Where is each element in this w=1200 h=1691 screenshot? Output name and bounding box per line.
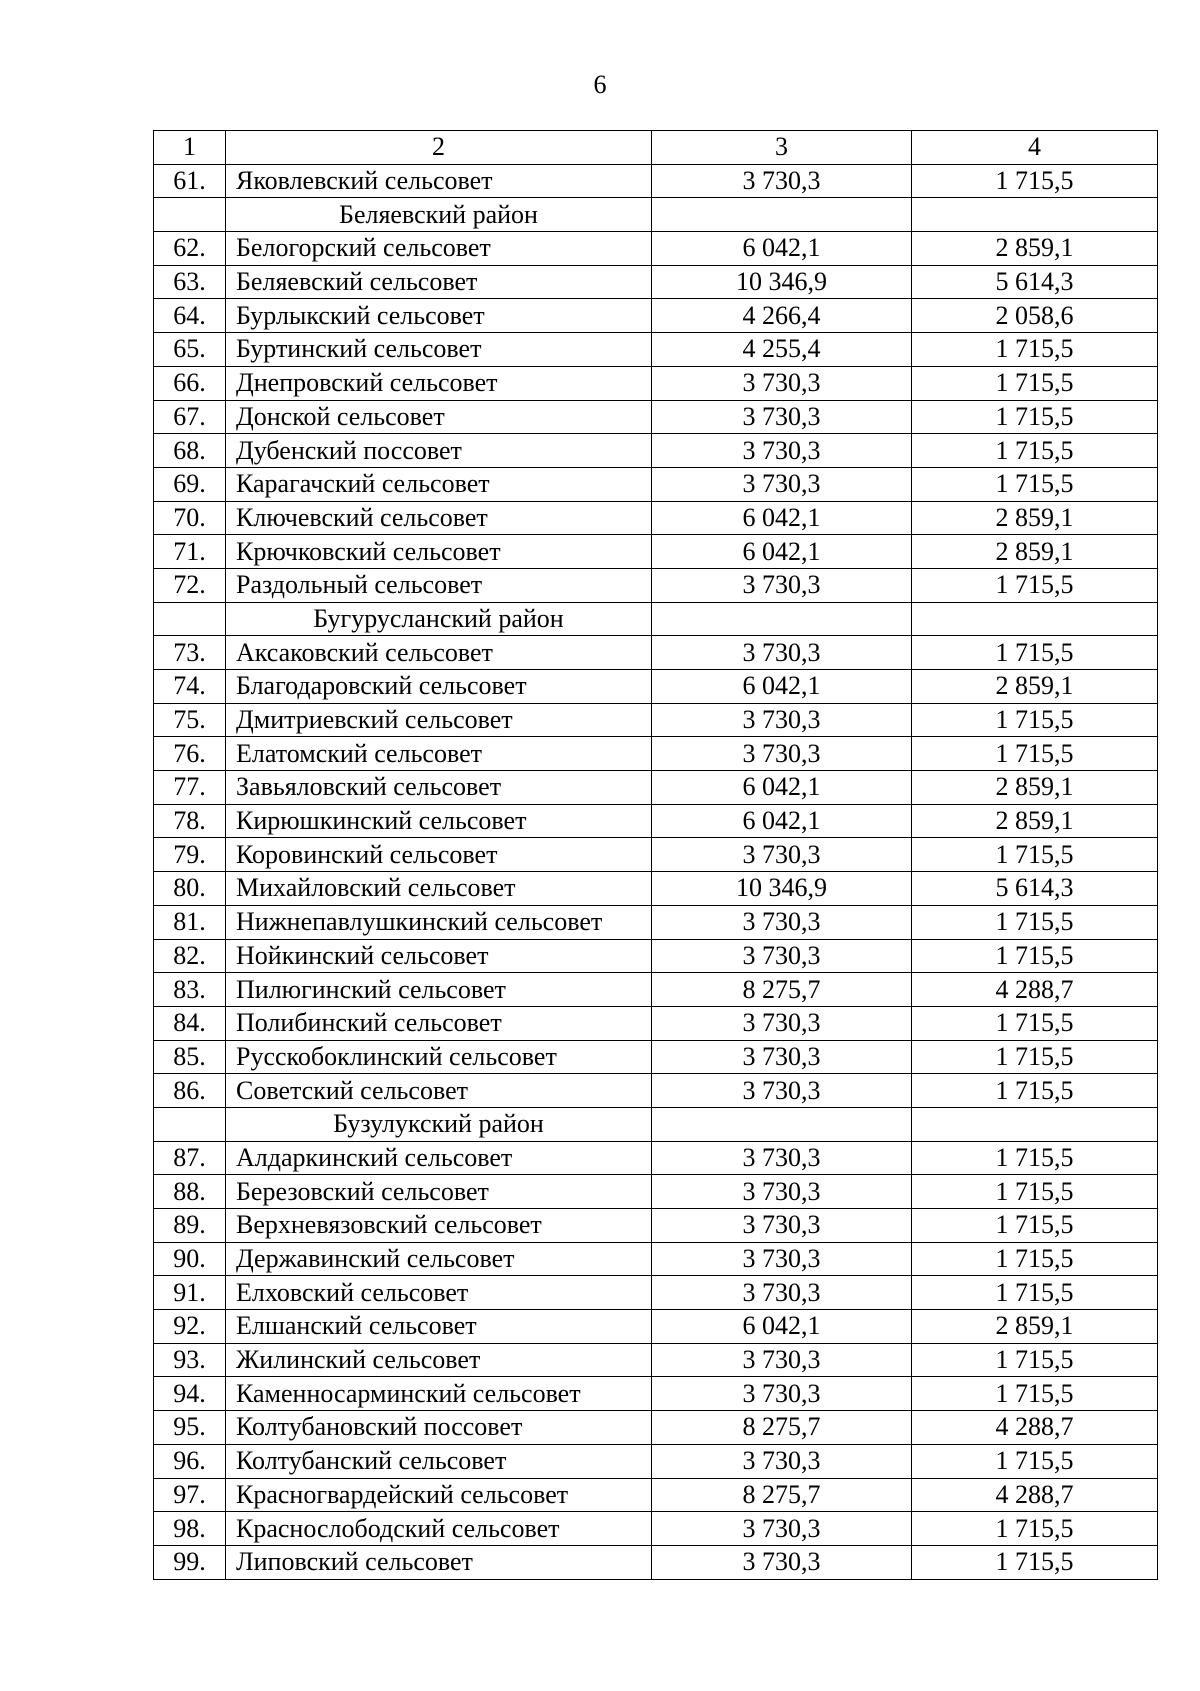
- table-row: [154, 333, 1158, 367]
- value-cell-4: 1 715,5: [912, 568, 1158, 602]
- row-name-cell: Раздольный сельсовет: [226, 568, 652, 602]
- row-name-cell: Коровинский сельсовет: [226, 838, 652, 872]
- value-cell-4: 1 715,5: [912, 1141, 1158, 1175]
- value-cell-4: 1 715,5: [912, 838, 1158, 872]
- value-cell-3: 3 730,3: [652, 703, 912, 737]
- table-row: [154, 1512, 1158, 1546]
- value-cell-3: 3 730,3: [652, 939, 912, 973]
- row-number-cell: 63.: [154, 265, 226, 299]
- value-cell-3: 3 730,3: [652, 1006, 912, 1040]
- row-number-cell: 69.: [154, 467, 226, 501]
- value-cell-4: 2 859,1: [912, 804, 1158, 838]
- value-cell-3: 3 730,3: [652, 636, 912, 670]
- value-cell-4: 1 715,5: [912, 905, 1158, 939]
- value-cell-3: 3 730,3: [652, 905, 912, 939]
- row-name-cell: Кирюшкинский сельсовет: [226, 804, 652, 838]
- row-name-cell: Колтубанский сельсовет: [226, 1444, 652, 1478]
- row-name-cell: Нижнепавлушкинский сельсовет: [226, 905, 652, 939]
- header-cell-4: 4: [912, 131, 1158, 165]
- value-cell-4: 5 614,3: [912, 265, 1158, 299]
- row-name-cell: Нойкинский сельсовет: [226, 939, 652, 973]
- table-row: [154, 838, 1158, 872]
- value-cell-3: 6 042,1: [652, 232, 912, 266]
- row-name-cell: Благодаровский сельсовет: [226, 670, 652, 704]
- row-number-cell: 66.: [154, 366, 226, 400]
- value-cell-3: 3 730,3: [652, 1377, 912, 1411]
- row-name-cell: Жилинский сельсовет: [226, 1343, 652, 1377]
- value-cell-4: 2 859,1: [912, 670, 1158, 704]
- value-cell-3: 3 730,3: [652, 568, 912, 602]
- value-cell-4: 2 859,1: [912, 501, 1158, 535]
- row-name-cell: Пилюгинский сельсовет: [226, 973, 652, 1007]
- data-table: [153, 130, 1158, 1580]
- value-cell-3: 3 730,3: [652, 400, 912, 434]
- value-cell-4: 1 715,5: [912, 1444, 1158, 1478]
- row-number-cell: 92.: [154, 1310, 226, 1344]
- table-row: [154, 265, 1158, 299]
- table-row: [154, 1040, 1158, 1074]
- value-cell-4: 1 715,5: [912, 434, 1158, 468]
- value-cell-3: 6 042,1: [652, 535, 912, 569]
- section-row: [154, 602, 1158, 636]
- row-name-cell: Красногвардейский сельсовет: [226, 1478, 652, 1512]
- value-cell-4: 2 058,6: [912, 299, 1158, 333]
- table-row: [154, 1545, 1158, 1579]
- value-cell-3: 3 730,3: [652, 1242, 912, 1276]
- row-number-cell: 89.: [154, 1209, 226, 1243]
- row-number-cell: 85.: [154, 1040, 226, 1074]
- value-cell-4: 1 715,5: [912, 703, 1158, 737]
- row-number-cell: 76.: [154, 737, 226, 771]
- value-cell-4: 1 715,5: [912, 1074, 1158, 1108]
- header-cell-1: 1: [154, 131, 226, 165]
- row-name-cell: Днепровский сельсовет: [226, 366, 652, 400]
- value-cell-3: 3 730,3: [652, 1209, 912, 1243]
- row-name-cell: Бурлыкский сельсовет: [226, 299, 652, 333]
- row-number-cell: 80.: [154, 872, 226, 906]
- row-name-cell: Полибинский сельсовет: [226, 1006, 652, 1040]
- section-title-cell: Беляевский район: [226, 198, 652, 232]
- value-cell-3: 3 730,3: [652, 1512, 912, 1546]
- row-number-cell: [154, 1107, 226, 1141]
- row-number-cell: 70.: [154, 501, 226, 535]
- table-row: [154, 1276, 1158, 1310]
- row-name-cell: Буртинский сельсовет: [226, 333, 652, 367]
- value-cell-4: [912, 1107, 1158, 1141]
- row-number-cell: 88.: [154, 1175, 226, 1209]
- value-cell-3: 4 255,4: [652, 333, 912, 367]
- row-number-cell: 62.: [154, 232, 226, 266]
- value-cell-4: 1 715,5: [912, 737, 1158, 771]
- table-row: [154, 804, 1158, 838]
- row-name-cell: Михайловский сельсовет: [226, 872, 652, 906]
- table-row: [154, 434, 1158, 468]
- value-cell-3: 6 042,1: [652, 804, 912, 838]
- row-name-cell: Алдаркинский сельсовет: [226, 1141, 652, 1175]
- table-row: [154, 1411, 1158, 1445]
- value-cell-3: 3 730,3: [652, 838, 912, 872]
- value-cell-3: 6 042,1: [652, 1310, 912, 1344]
- value-cell-3: 3 730,3: [652, 434, 912, 468]
- value-cell-4: 2 859,1: [912, 1310, 1158, 1344]
- header-cell-3: 3: [652, 131, 912, 165]
- table-row: [154, 568, 1158, 602]
- value-cell-3: 3 730,3: [652, 1276, 912, 1310]
- value-cell-4: 1 715,5: [912, 1377, 1158, 1411]
- value-cell-3: 3 730,3: [652, 164, 912, 198]
- value-cell-4: 1 715,5: [912, 1545, 1158, 1579]
- row-number-cell: 93.: [154, 1343, 226, 1377]
- value-cell-4: [912, 602, 1158, 636]
- row-name-cell: Дубенский поссовет: [226, 434, 652, 468]
- row-number-cell: 64.: [154, 299, 226, 333]
- table-row: [154, 164, 1158, 198]
- value-cell-4: 1 715,5: [912, 467, 1158, 501]
- value-cell-3: 6 042,1: [652, 501, 912, 535]
- table-row: [154, 232, 1158, 266]
- table-row: [154, 535, 1158, 569]
- value-cell-3: 3 730,3: [652, 1141, 912, 1175]
- value-cell-4: 1 715,5: [912, 1175, 1158, 1209]
- row-name-cell: Советский сельсовет: [226, 1074, 652, 1108]
- value-cell-3: 3 730,3: [652, 366, 912, 400]
- row-name-cell: Беляевский сельсовет: [226, 265, 652, 299]
- row-name-cell: Белогорский сельсовет: [226, 232, 652, 266]
- value-cell-4: 1 715,5: [912, 636, 1158, 670]
- value-cell-4: 2 859,1: [912, 232, 1158, 266]
- table-row: [154, 1175, 1158, 1209]
- table-row: [154, 467, 1158, 501]
- row-name-cell: Карагачский сельсовет: [226, 467, 652, 501]
- table-row: [154, 939, 1158, 973]
- row-name-cell: Крючковский сельсовет: [226, 535, 652, 569]
- value-cell-3: 3 730,3: [652, 1343, 912, 1377]
- row-number-cell: 72.: [154, 568, 226, 602]
- value-cell-3: [652, 1107, 912, 1141]
- row-number-cell: 94.: [154, 1377, 226, 1411]
- row-name-cell: Аксаковский сельсовет: [226, 636, 652, 670]
- row-name-cell: Березовский сельсовет: [226, 1175, 652, 1209]
- table-row: [154, 703, 1158, 737]
- row-number-cell: 98.: [154, 1512, 226, 1546]
- table-row: [154, 1074, 1158, 1108]
- row-name-cell: Каменносарминский сельсовет: [226, 1377, 652, 1411]
- value-cell-3: 8 275,7: [652, 973, 912, 1007]
- table-row: [154, 1209, 1158, 1243]
- row-number-cell: [154, 198, 226, 232]
- row-number-cell: 61.: [154, 164, 226, 198]
- row-number-cell: 65.: [154, 333, 226, 367]
- table-row: [154, 501, 1158, 535]
- row-name-cell: Елатомский сельсовет: [226, 737, 652, 771]
- value-cell-3: 3 730,3: [652, 737, 912, 771]
- value-cell-3: 3 730,3: [652, 1074, 912, 1108]
- row-number-cell: 91.: [154, 1276, 226, 1310]
- section-row: [154, 1107, 1158, 1141]
- row-number-cell: 78.: [154, 804, 226, 838]
- row-number-cell: 96.: [154, 1444, 226, 1478]
- value-cell-3: 6 042,1: [652, 771, 912, 805]
- value-cell-4: 1 715,5: [912, 1040, 1158, 1074]
- row-number-cell: 95.: [154, 1411, 226, 1445]
- value-cell-4: 5 614,3: [912, 872, 1158, 906]
- value-cell-4: 4 288,7: [912, 1478, 1158, 1512]
- value-cell-4: 1 715,5: [912, 1006, 1158, 1040]
- row-number-cell: 67.: [154, 400, 226, 434]
- value-cell-4: 1 715,5: [912, 164, 1158, 198]
- row-number-cell: 99.: [154, 1545, 226, 1579]
- section-row: [154, 198, 1158, 232]
- table-row: [154, 1377, 1158, 1411]
- section-title-cell: Бугурусланский район: [226, 602, 652, 636]
- row-number-cell: 81.: [154, 905, 226, 939]
- row-number-cell: 68.: [154, 434, 226, 468]
- table-row: [154, 299, 1158, 333]
- table-row: [154, 771, 1158, 805]
- value-cell-3: 6 042,1: [652, 670, 912, 704]
- row-name-cell: Елшанский сельсовет: [226, 1310, 652, 1344]
- row-name-cell: Липовский сельсовет: [226, 1545, 652, 1579]
- table-row: [154, 1242, 1158, 1276]
- row-number-cell: 87.: [154, 1141, 226, 1175]
- row-number-cell: 82.: [154, 939, 226, 973]
- row-number-cell: 75.: [154, 703, 226, 737]
- table-row: [154, 636, 1158, 670]
- row-name-cell: Колтубановский поссовет: [226, 1411, 652, 1445]
- value-cell-4: 1 715,5: [912, 1209, 1158, 1243]
- value-cell-4: 2 859,1: [912, 535, 1158, 569]
- row-name-cell: Верхневязовский сельсовет: [226, 1209, 652, 1243]
- value-cell-4: 1 715,5: [912, 400, 1158, 434]
- header-row: [154, 131, 1158, 165]
- table-row: [154, 872, 1158, 906]
- row-name-cell: Дмитриевский сельсовет: [226, 703, 652, 737]
- section-title-cell: Бузулукский район: [226, 1107, 652, 1141]
- value-cell-3: [652, 198, 912, 232]
- value-cell-3: 10 346,9: [652, 872, 912, 906]
- value-cell-3: 4 266,4: [652, 299, 912, 333]
- table-body: [154, 131, 1158, 1580]
- row-name-cell: Ключевский сельсовет: [226, 501, 652, 535]
- table-row: [154, 1141, 1158, 1175]
- row-number-cell: 79.: [154, 838, 226, 872]
- header-cell-2: 2: [226, 131, 652, 165]
- value-cell-4: 2 859,1: [912, 771, 1158, 805]
- table-row: [154, 973, 1158, 1007]
- row-name-cell: Яковлевский сельсовет: [226, 164, 652, 198]
- row-name-cell: Елховский сельсовет: [226, 1276, 652, 1310]
- row-name-cell: Донской сельсовет: [226, 400, 652, 434]
- value-cell-4: 4 288,7: [912, 973, 1158, 1007]
- table-row: [154, 1343, 1158, 1377]
- row-name-cell: Державинский сельсовет: [226, 1242, 652, 1276]
- row-number-cell: [154, 602, 226, 636]
- value-cell-3: 3 730,3: [652, 1175, 912, 1209]
- value-cell-4: 1 715,5: [912, 366, 1158, 400]
- value-cell-3: 8 275,7: [652, 1411, 912, 1445]
- row-number-cell: 74.: [154, 670, 226, 704]
- table-row: [154, 737, 1158, 771]
- value-cell-3: 10 346,9: [652, 265, 912, 299]
- table-row: [154, 670, 1158, 704]
- row-number-cell: 86.: [154, 1074, 226, 1108]
- row-number-cell: 71.: [154, 535, 226, 569]
- table-row: [154, 366, 1158, 400]
- table-row: [154, 1006, 1158, 1040]
- row-name-cell: Завьяловский сельсовет: [226, 771, 652, 805]
- value-cell-4: 1 715,5: [912, 1343, 1158, 1377]
- table-row: [154, 905, 1158, 939]
- row-number-cell: 73.: [154, 636, 226, 670]
- value-cell-4: 4 288,7: [912, 1411, 1158, 1445]
- value-cell-3: 3 730,3: [652, 1545, 912, 1579]
- row-number-cell: 84.: [154, 1006, 226, 1040]
- value-cell-3: 8 275,7: [652, 1478, 912, 1512]
- row-number-cell: 90.: [154, 1242, 226, 1276]
- page-number: 6: [593, 70, 607, 99]
- value-cell-4: [912, 198, 1158, 232]
- table-row: [154, 400, 1158, 434]
- value-cell-4: 1 715,5: [912, 1276, 1158, 1310]
- row-number-cell: 77.: [154, 771, 226, 805]
- row-number-cell: 97.: [154, 1478, 226, 1512]
- value-cell-3: [652, 602, 912, 636]
- row-name-cell: Русскобоклинский сельсовет: [226, 1040, 652, 1074]
- value-cell-4: 1 715,5: [912, 333, 1158, 367]
- row-number-cell: 83.: [154, 973, 226, 1007]
- value-cell-3: 3 730,3: [652, 467, 912, 501]
- value-cell-4: 1 715,5: [912, 1242, 1158, 1276]
- value-cell-4: 1 715,5: [912, 939, 1158, 973]
- table-row: [154, 1478, 1158, 1512]
- table-row: [154, 1310, 1158, 1344]
- value-cell-3: 3 730,3: [652, 1040, 912, 1074]
- row-name-cell: Краснослободский сельсовет: [226, 1512, 652, 1546]
- value-cell-4: 1 715,5: [912, 1512, 1158, 1546]
- value-cell-3: 3 730,3: [652, 1444, 912, 1478]
- table-row: [154, 1444, 1158, 1478]
